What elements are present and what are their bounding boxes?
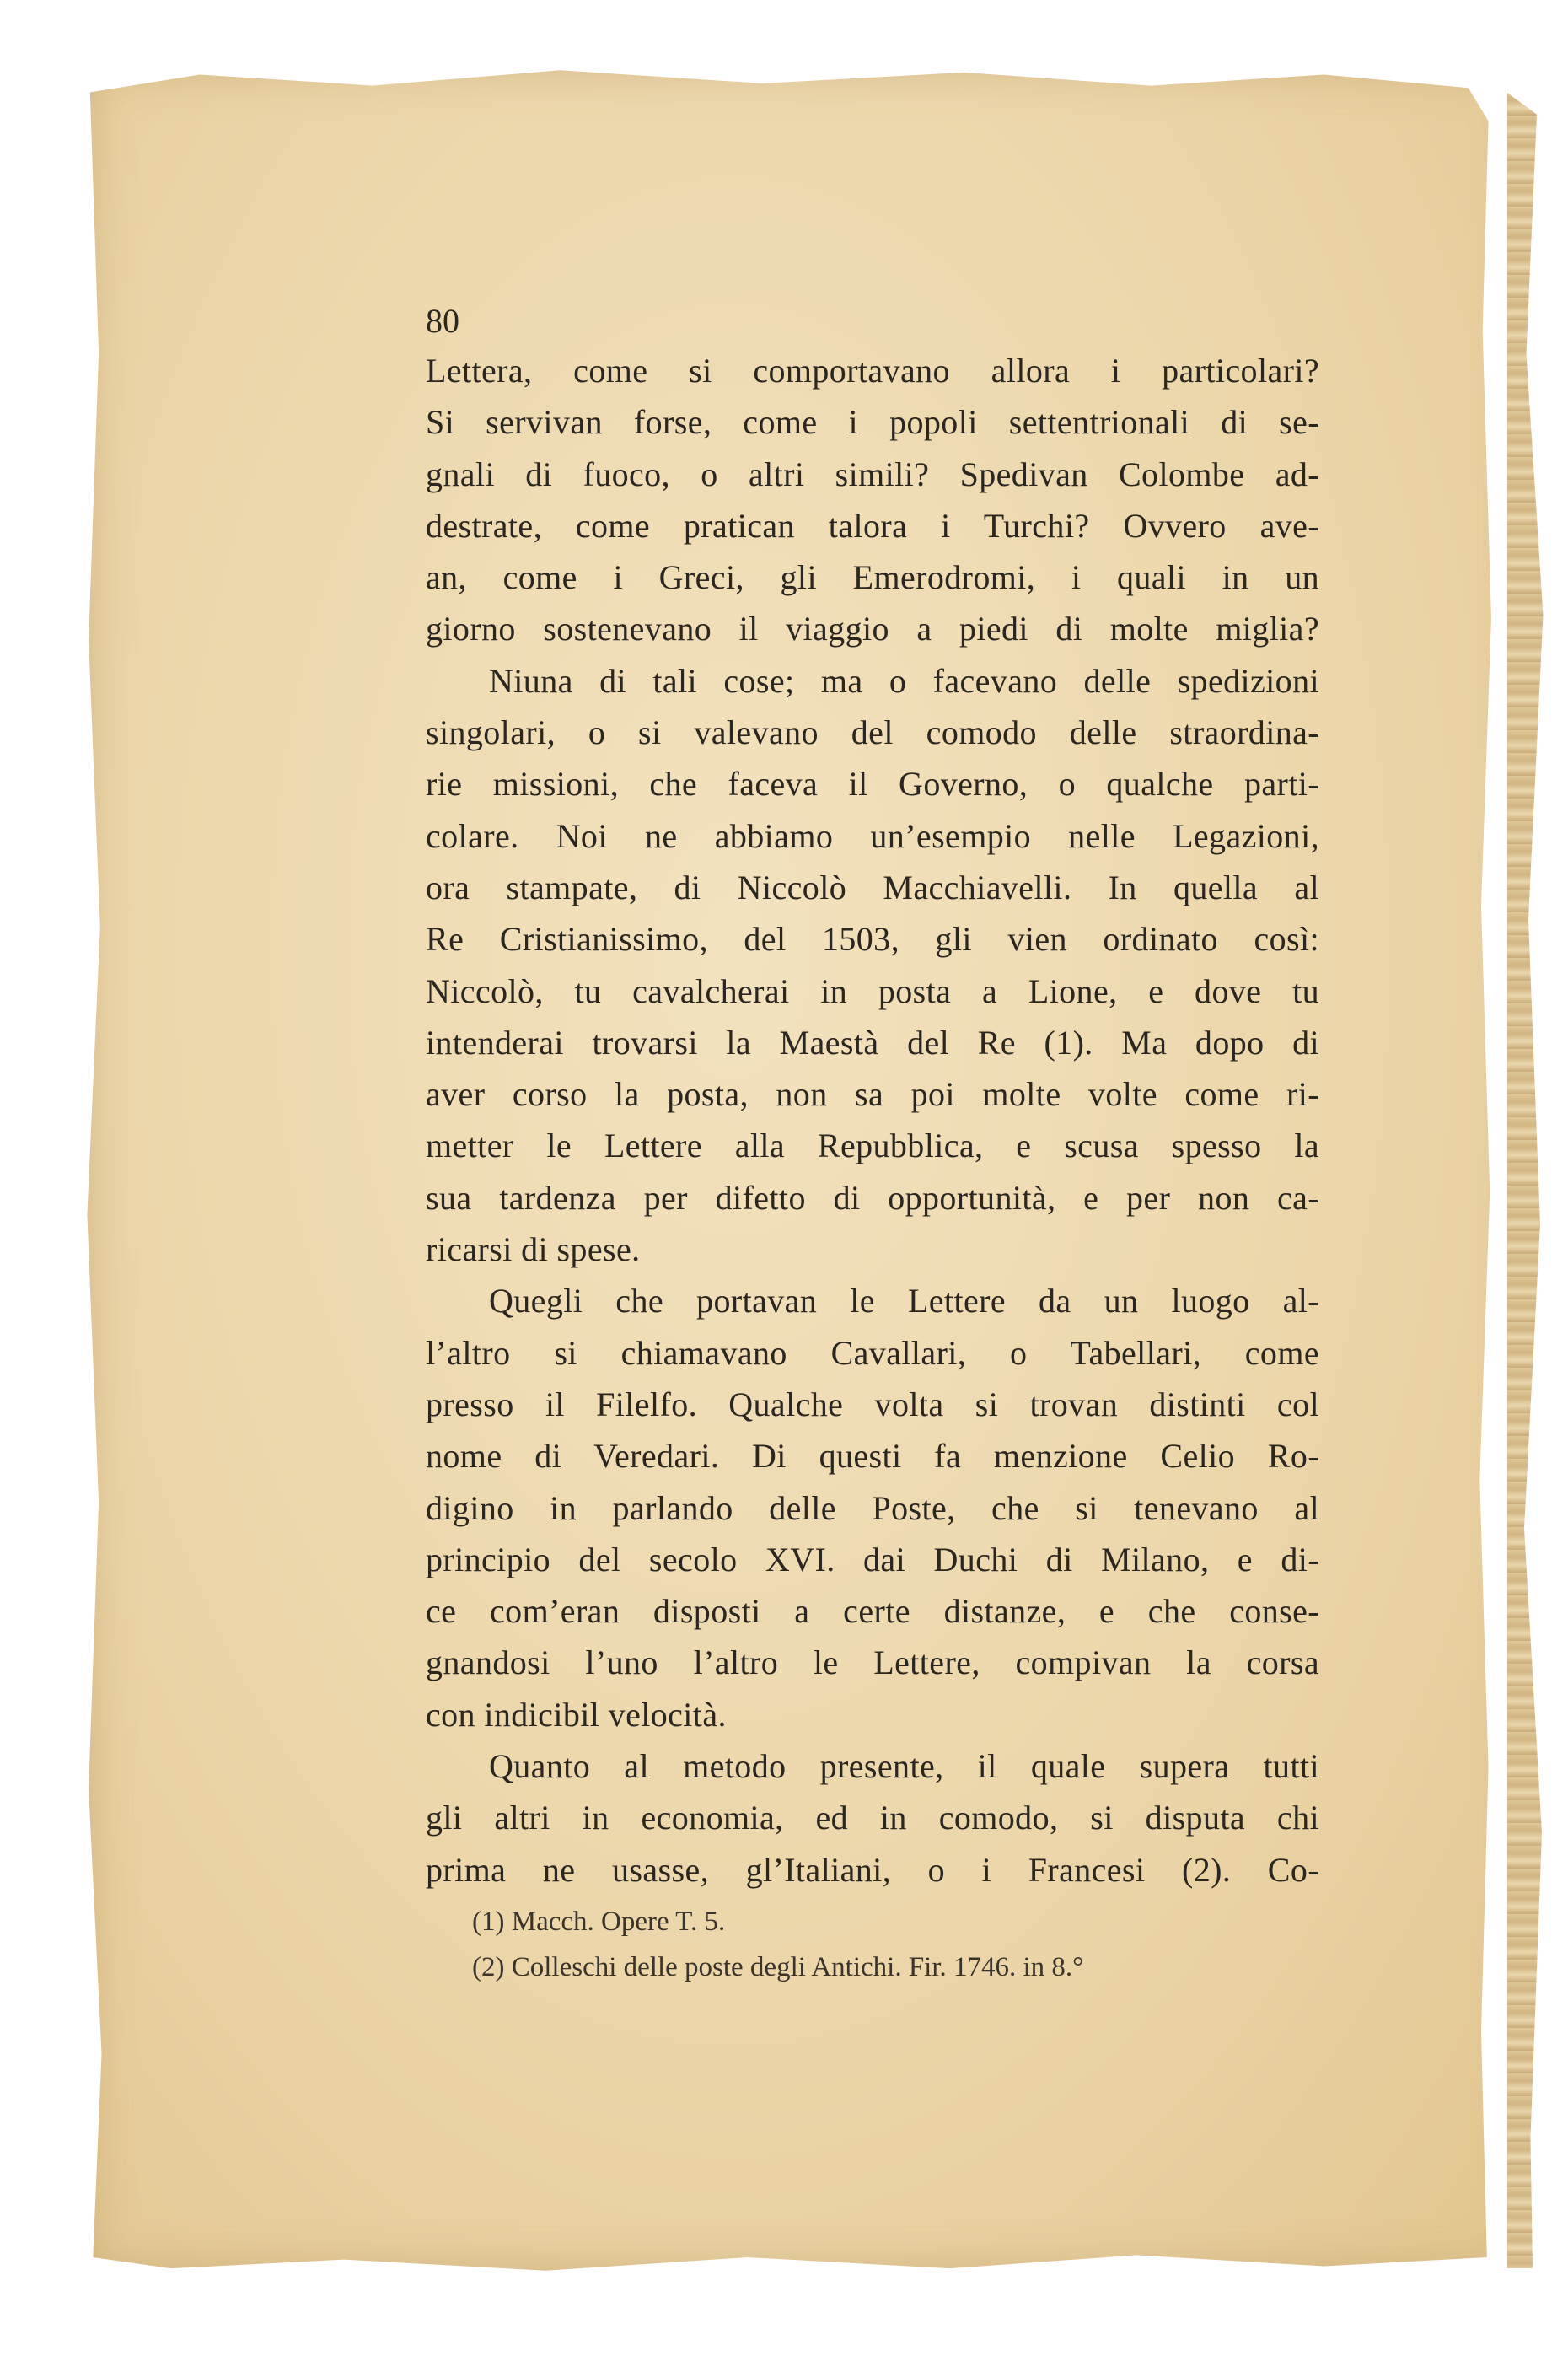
- footnotes: [426, 1899, 1319, 1990]
- text-line: metter le Lettere alla Repubblica, e scusa spesso la: [426, 1127, 1319, 1165]
- text-line: l’altro si chiamavano Cavallari, o Tabellari, come: [426, 1333, 1319, 1372]
- text-line: gnandosi l’uno l’altro le Lettere, compivan la corsa: [426, 1643, 1319, 1682]
- text-line: gnali di fuoco, o altri simili? Spedivan Colombe ad-: [426, 454, 1319, 493]
- text-line: Si servivan forse, come i popoli settentrionali di se-: [426, 403, 1319, 442]
- text-line: presso il Filelfo. Qualche volta si trovan distinti col: [426, 1385, 1319, 1423]
- text-line: prima ne usasse, gl’Italiani, o i Francesi (2). Co-: [426, 1850, 1319, 1889]
- text-line: nome di Veredari. Di questi fa menzione Celio Ro-: [426, 1437, 1319, 1476]
- text-line: gli altri in economia, ed in comodo, si disputa chi: [426, 1799, 1319, 1837]
- text-line: digino in parlando delle Poste, che si tenevano al: [426, 1488, 1319, 1527]
- text-line: an, come i Greci, gli Emerodromi, i quali in un: [426, 558, 1319, 597]
- text-line: Quanto al metodo presente, il quale supera tutti: [489, 1747, 1319, 1786]
- text-line: principio del secolo XVI. dai Duchi di Milano, e di-: [426, 1540, 1319, 1578]
- text-line: intenderai trovarsi la Maestà del Re (1). Ma dopo di: [426, 1023, 1319, 1062]
- text-line: Re Cristianissimo, del 1503, gli vien ordinato così:: [426, 920, 1319, 959]
- text-line: colare. Noi ne abbiamo un’esempio nelle Legazioni,: [426, 816, 1319, 855]
- text-line: giorno sostenevano il viaggio a piedi di molte miglia?: [426, 610, 1319, 648]
- footnote: (2) Colleschi delle poste degli Antichi. Fir. 1746. in 8.°: [472, 1951, 1084, 1982]
- text-line: Niccolò, tu cavalcherai in posta a Lione, e dove tu: [426, 971, 1319, 1010]
- text-line: Quegli che portavan le Lettere da un luogo al-: [489, 1282, 1319, 1320]
- text-line: Lettera, come si comportavano allora i particolari?: [426, 352, 1319, 390]
- text-line: ora stampate, di Niccolò Macchiavelli. In quella al: [426, 868, 1319, 906]
- text-line: sua tardenza per difetto di opportunità, e per non ca-: [426, 1178, 1319, 1217]
- body-text: [426, 345, 1319, 1896]
- page-number: 80: [426, 302, 459, 340]
- text-line: ce com’eran disposti a certe distanze, e che conse-: [426, 1592, 1319, 1631]
- footnote: (1) Macch. Opere T. 5.: [472, 1906, 726, 1937]
- text-line: con indicibil velocità.: [426, 1695, 727, 1734]
- text-line: destrate, come pratican talora i Turchi? Ovvero ave-: [426, 506, 1319, 545]
- text-line: aver corso la posta, non sa poi molte volte come ri-: [426, 1075, 1319, 1114]
- page-content: [426, 299, 1319, 1990]
- text-line: Niuna di tali cose; ma o facevano delle spedizioni: [489, 661, 1319, 700]
- stitched-spine-edge: [1507, 93, 1549, 2268]
- text-line: ricarsi di spese.: [426, 1230, 641, 1269]
- text-line: rie missioni, che faceva il Governo, o qualche parti-: [426, 765, 1319, 804]
- text-line: singolari, o si valevano del comodo delle straordina-: [426, 713, 1319, 752]
